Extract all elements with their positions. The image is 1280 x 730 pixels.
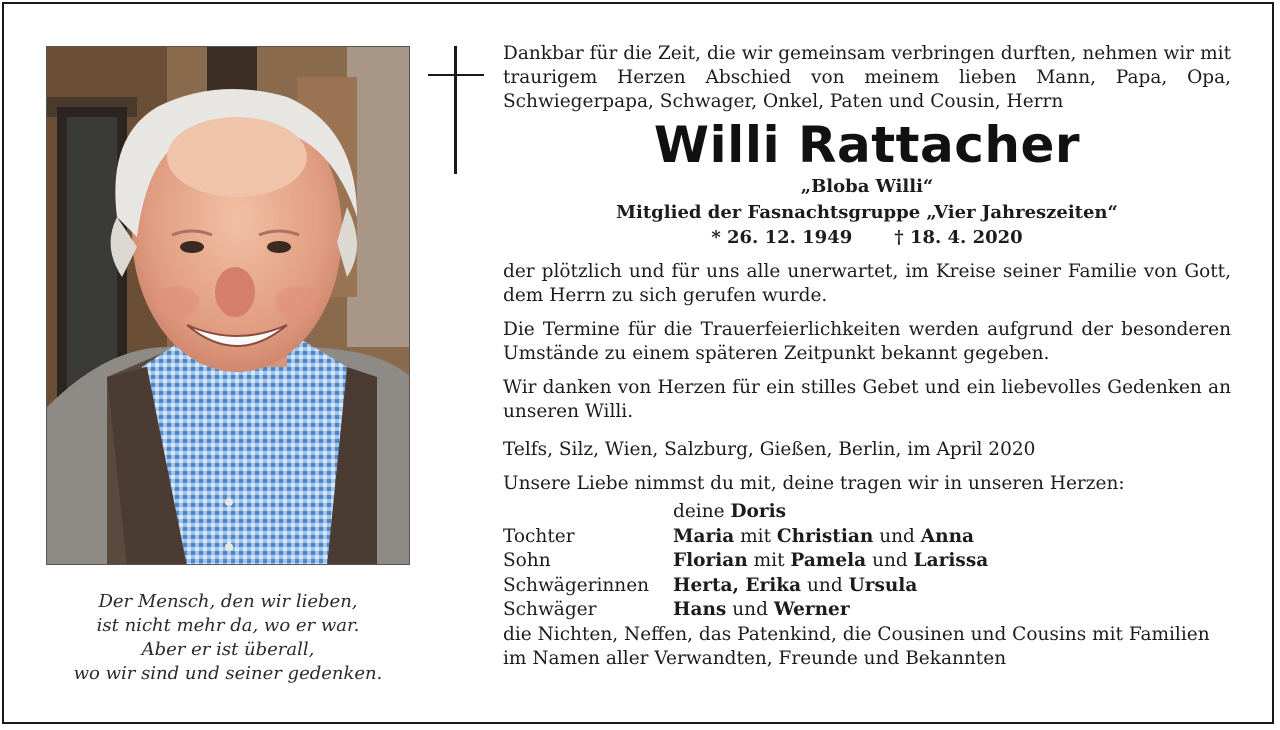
relatives-row bbox=[503, 598, 988, 623]
relative-name: Christian bbox=[776, 525, 874, 547]
closing-line: die Nichten, Neffen, das Patenkind, die Cousinen und Cousins mit Familien bbox=[503, 623, 1210, 645]
relatives-table bbox=[503, 500, 988, 623]
poem-line: ist nicht mehr da, wo er war. bbox=[96, 615, 360, 636]
relative-role: Schwäger bbox=[503, 599, 597, 620]
closing-line: im Namen aller Verwandten, Freunde und Bekannten bbox=[503, 647, 1007, 669]
poem-line: wo wir sind und seiner gedenken. bbox=[73, 663, 383, 684]
connector: und bbox=[879, 525, 915, 547]
connector: mit bbox=[740, 525, 772, 547]
place-date: Telfs, Silz, Wien, Salzburg, Gießen, Berlin, im April 2020 bbox=[503, 439, 1036, 460]
connector: mit bbox=[753, 550, 785, 571]
relative-role: Sohn bbox=[503, 550, 551, 571]
paragraph: Die Termine für die Trauerfeierlichkeiten werden aufgrund der besonderen Umstände zu einem späteren Zeitpunkt bekannt gegeben. bbox=[503, 319, 1231, 364]
relative-name: Ursula bbox=[848, 574, 918, 596]
death-date: † 18. 4. 2020 bbox=[894, 227, 1023, 248]
wife-name: Doris bbox=[730, 501, 787, 522]
poem-line: Der Mensch, den wir lieben, bbox=[98, 591, 358, 612]
nickname: „Bloba Willi“ bbox=[800, 176, 934, 197]
relative-name: Herta, Erika bbox=[673, 574, 802, 596]
relative-name: Pamela bbox=[790, 550, 867, 571]
paragraph: der plötzlich und für uns alle unerwartet, im Kreise seiner Familie von Gott, dem Herrn zu sich gerufen wurde. bbox=[503, 261, 1231, 306]
connector: und bbox=[872, 550, 908, 571]
portrait-photo bbox=[46, 46, 410, 565]
connector: und bbox=[806, 574, 843, 596]
paragraph: Wir danken von Herzen für ein stilles Gebet und ein liebevolles Gedenken an unseren Willi. bbox=[503, 377, 1231, 422]
membership: Mitglied der Fasnachtsgruppe „Vier Jahreszeiten“ bbox=[616, 202, 1118, 223]
birth-date: * 26. 12. 1949 bbox=[711, 227, 853, 248]
relatives-row bbox=[503, 549, 988, 574]
deceased-name: Willi Rattacher bbox=[653, 116, 1081, 174]
life-dates bbox=[503, 226, 1231, 250]
relative-name: Maria bbox=[673, 525, 735, 547]
relatives-row bbox=[503, 574, 988, 599]
memorial-poem bbox=[46, 590, 410, 686]
love-line: Unsere Liebe nimmst du mit, deine tragen wir in unseren Herzen: bbox=[503, 473, 1125, 494]
cross-icon bbox=[428, 46, 484, 174]
relative-role: Tochter bbox=[503, 525, 575, 547]
relative-name: Werner bbox=[773, 599, 850, 620]
wife-prefix: deine bbox=[673, 501, 725, 522]
obituary-text bbox=[503, 42, 1231, 671]
relative-name: Anna bbox=[920, 525, 975, 547]
poem-line: Aber er ist überall, bbox=[141, 639, 315, 660]
relatives-row bbox=[503, 525, 988, 550]
relative-name: Florian bbox=[673, 550, 748, 571]
relative-name: Larissa bbox=[913, 550, 989, 571]
connector: und bbox=[732, 599, 768, 620]
relative-role: Schwägerinnen bbox=[503, 574, 650, 596]
relative-name: Hans bbox=[673, 599, 727, 620]
intro-text: Dankbar für die Zeit, die wir gemeinsam verbringen durften, nehmen wir mit traurigem Herzen Abschied von meinem lieben Mann, Papa, Opa, Schwiegerpapa, Schwager, Onkel, Paten und Cousin, Herrn bbox=[503, 43, 1231, 112]
relatives-row bbox=[503, 500, 988, 525]
